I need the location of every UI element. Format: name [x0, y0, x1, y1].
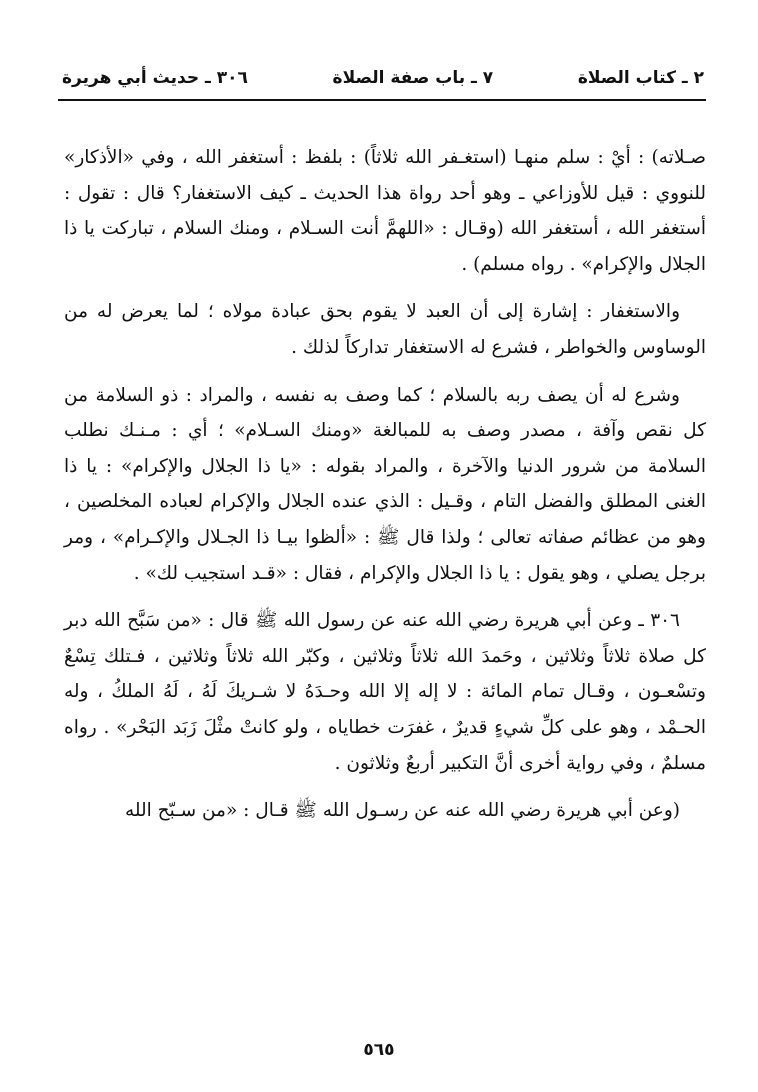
- header-book-title: ٢ ـ كتاب الصلاة: [577, 68, 704, 88]
- paragraph-2: والاستغفار : إشارة إلى أن العبد لا يقوم بحق عبادة مولاه ؛ لما يعرض له من الوساوس والخواطر ، فشرع له الاستغفار تداركاً لذلك .: [64, 301, 706, 358]
- header-hadith-title: ٣٠٦ ـ حديث أبي هريرة: [62, 68, 248, 88]
- header-rule: [58, 99, 706, 101]
- running-header: [62, 58, 704, 98]
- paragraph-1: صـلاته) : أيْ : سلم منهـا (استغـفر الله ثلاثاً) : بلفظ : أستغفر الله ، وفي «الأذكار» للنووي : قيل للأوزاعي ـ وهو أحد رواة هذا الحديث ـ كيف الاستغفار؟ قال : تقول : أستغفر الله ، أستغفر الله (وقـال : «اللهمَّ أنت السـلام ، ومنك السلام ، تباركت يا ذا الجلال والإكرام» . رواه مسلم) .: [64, 147, 706, 275]
- paragraph-3: وشرع له أن يصف ربه بالسلام ؛ كما وصف به نفسه ، والمراد : ذو السلامة من كل نقص وآفة ، مصدر وصف به للمبالغة «ومنك السـلام» ؛ أي : مـنـك نطلب السلامة من شرور الدنيا والآخرة ، والمراد بقوله : «يا ذا الجلال والإكرام» : يا ذا الغنى المطلق والفضل التام ، وقـيل : الذي عنده الجلال والإكرام لعباده المخلصين ، وهو من عظائم صفاته تعالى ؛ ولذا قال ﷺ : «ألظوا بيـا ذا الجـلال والإكـرام» ، ومر برجل يصلي ، وهو يقول : يا ذا الجلال والإكرام ، فقال : «قـد استجيب لك» .: [64, 384, 706, 584]
- page-number: ٥٦٥: [363, 1040, 395, 1060]
- page-body: [64, 140, 706, 841]
- header-chapter-title: ٧ ـ باب صفة الصلاة: [332, 68, 494, 88]
- paragraph-5: (وعن أبي هريرة رضي الله عنه عن رسـول الله ﷺ قـال : «من سـبّح الله: [124, 800, 680, 822]
- paragraph-4-hadith-306: ٣٠٦ ـ وعن أبي هريرة رضي الله عنه عن رسول الله ﷺ قال : «من سَبَّح الله دبر كل صلاة ثلاثاً وثلاثين ، وحَمدَ الله ثلاثاً وثلاثين ، وكبّر الله ثلاثاً وثلاثين ، فـتلك تِسْعٌ وتسْعـون ، وقـال تمام المائة : لا إله إلا الله وحـدَهُ لا شـريكَ لَهُ ، لَهُ الملكُ ، وله الحـمْد ، وهو على كلِّ شيءٍ قديرٌ ، غفرَت خطاياه ، ولو كانتْ مثْلَ زَبَد البَحْر» . رواه مسلمٌ ، وفي رواية أخرى أنَّ التكبير أربعٌ وثلاثون .: [64, 610, 706, 774]
